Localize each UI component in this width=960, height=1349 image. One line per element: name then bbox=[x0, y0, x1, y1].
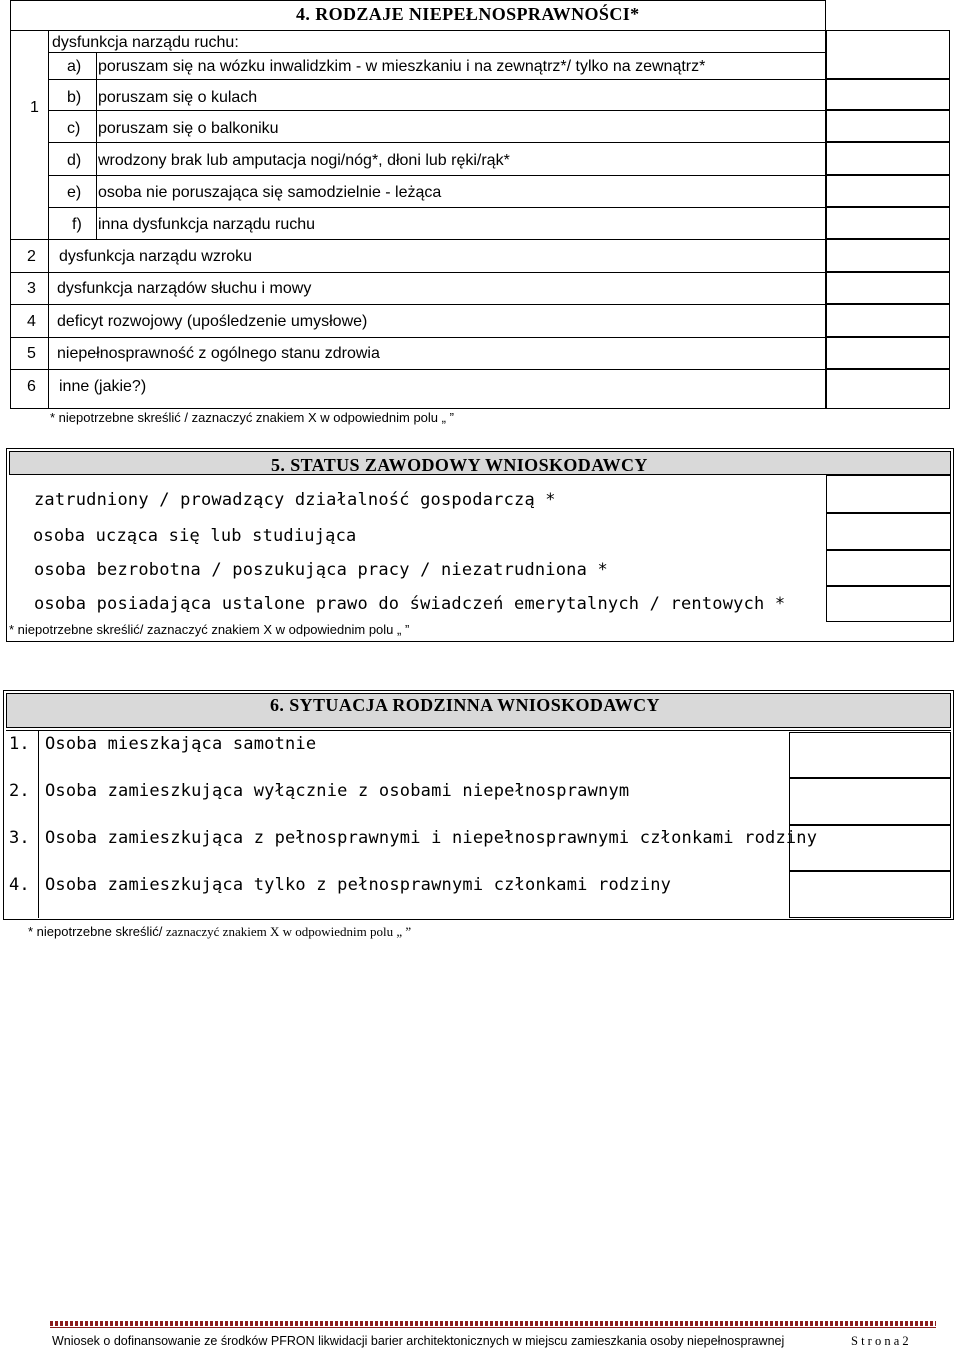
group-label-movement: dysfunkcja narządu ruchu: bbox=[52, 34, 239, 51]
sub-item-letter: b) bbox=[67, 89, 82, 106]
section-6-footnote-a: * niepotrzebne skreślić/ bbox=[28, 924, 163, 939]
footer-text: Wniosek o dofinansowanie ze środków PFRON likwidacji barier architektonicznych w miejscu zamieszkania osoby niepełnosprawnej bbox=[52, 1334, 785, 1348]
checkbox-cell[interactable] bbox=[826, 337, 950, 369]
sub-item-text: osoba nie poruszająca się samodzielnie - leżąca bbox=[98, 184, 442, 201]
section-6-footnote-b: zaznaczyć znakiem X w odpowiednim polu „ ” bbox=[166, 924, 412, 939]
family-item-number: 2. bbox=[9, 781, 30, 801]
checkbox-cell[interactable] bbox=[826, 30, 950, 79]
sub-item-text: wrodzony brak lub amputacja nogi/nóg*, dłoni lub ręki/rąk* bbox=[98, 152, 510, 169]
sub-item-text: poruszam się o kulach bbox=[98, 89, 258, 106]
page-number: S t r o n a 2 bbox=[851, 1334, 909, 1348]
checkbox-cell[interactable] bbox=[826, 550, 951, 586]
item-text: inne (jakie?) bbox=[59, 378, 147, 395]
checkbox-cell[interactable] bbox=[789, 871, 951, 918]
row-number: 2 bbox=[27, 248, 36, 265]
checkbox-cell[interactable] bbox=[826, 207, 950, 239]
sub-item-text: poruszam się na wózku inwalidzkim - w mieszkaniu i na zewnątrz*/ tylko na zewnątrz* bbox=[98, 58, 706, 75]
checkbox-cell[interactable] bbox=[826, 475, 951, 513]
section-4-footnote: * niepotrzebne skreślić / zaznaczyć znakiem X w odpowiednim polu „ ” bbox=[50, 410, 454, 425]
checkbox-cell[interactable] bbox=[826, 175, 950, 207]
status-item: osoba ucząca się lub studiująca bbox=[33, 526, 357, 546]
item-text: dysfunkcja narządów słuchu i mowy bbox=[57, 280, 312, 297]
sub-item-text: poruszam się o balkoniku bbox=[98, 120, 279, 137]
section-4-title: 4. RODZAJE NIEPEŁNOSPRAWNOŚCI* bbox=[296, 4, 640, 24]
family-item-text: Osoba mieszkająca samotnie bbox=[45, 734, 317, 754]
family-item-number: 4. bbox=[9, 875, 30, 895]
checkbox-cell[interactable] bbox=[826, 513, 951, 550]
sub-item-text: inna dysfunkcja narządu ruchu bbox=[98, 216, 316, 233]
checkbox-cell[interactable] bbox=[826, 586, 951, 622]
checkbox-cell[interactable] bbox=[789, 732, 951, 778]
status-item: osoba posiadająca ustalone prawo do świadczeń emerytalnych / rentowych * bbox=[34, 594, 786, 614]
row-number: 3 bbox=[27, 280, 36, 297]
sub-item-letter: e) bbox=[67, 184, 82, 201]
family-item-number: 1. bbox=[9, 734, 30, 754]
section-6-title: 6. SYTUACJA RODZINNA WNIOSKODAWCY bbox=[270, 695, 660, 715]
sub-item-letter: c) bbox=[67, 120, 81, 137]
status-item: zatrudniony / prowadzący działalność gospodarczą * bbox=[34, 490, 556, 510]
checkbox-cell[interactable] bbox=[826, 239, 950, 272]
sub-item-letter: f) bbox=[72, 216, 82, 233]
family-item-text: Osoba zamieszkująca z pełnosprawnymi i niepełnosprawnymi członkami rodziny bbox=[45, 828, 818, 848]
checkbox-cell[interactable] bbox=[826, 110, 950, 142]
row-number: 5 bbox=[27, 345, 36, 362]
sub-item-letter: d) bbox=[67, 152, 82, 169]
status-item: osoba bezrobotna / poszukująca pracy / niezatrudniona * bbox=[34, 560, 608, 580]
checkbox-cell[interactable] bbox=[789, 778, 951, 825]
family-item-text: Osoba zamieszkująca tylko z pełnosprawnymi członkami rodziny bbox=[45, 875, 672, 895]
item-text: deficyt rozwojowy (upośledzenie umysłowe) bbox=[57, 313, 368, 330]
checkbox-cell[interactable] bbox=[826, 304, 950, 337]
row-number: 6 bbox=[27, 378, 36, 395]
checkbox-cell[interactable] bbox=[826, 272, 950, 304]
checkbox-cell[interactable] bbox=[826, 369, 950, 409]
row-number: 4 bbox=[27, 313, 36, 330]
section-5-footnote: * niepotrzebne skreślić/ zaznaczyć znakiem X w odpowiednim polu „ ” bbox=[9, 622, 410, 637]
checkbox-cell[interactable] bbox=[826, 142, 950, 175]
footer-rule bbox=[50, 1321, 936, 1326]
item-text: niepełnosprawność z ogólnego stanu zdrowia bbox=[57, 345, 380, 362]
checkbox-cell[interactable] bbox=[826, 79, 950, 110]
sub-item-letter: a) bbox=[67, 58, 82, 75]
section-5-title: 5. STATUS ZAWODOWY WNIOSKODAWCY bbox=[271, 455, 648, 475]
item-text: dysfunkcja narządu wzroku bbox=[59, 248, 252, 265]
section-6-footnote bbox=[28, 924, 411, 940]
family-item-number: 3. bbox=[9, 828, 30, 848]
family-item-text: Osoba zamieszkująca wyłącznie z osobami niepełnosprawnym bbox=[45, 781, 630, 801]
row-number: 1 bbox=[30, 99, 39, 116]
